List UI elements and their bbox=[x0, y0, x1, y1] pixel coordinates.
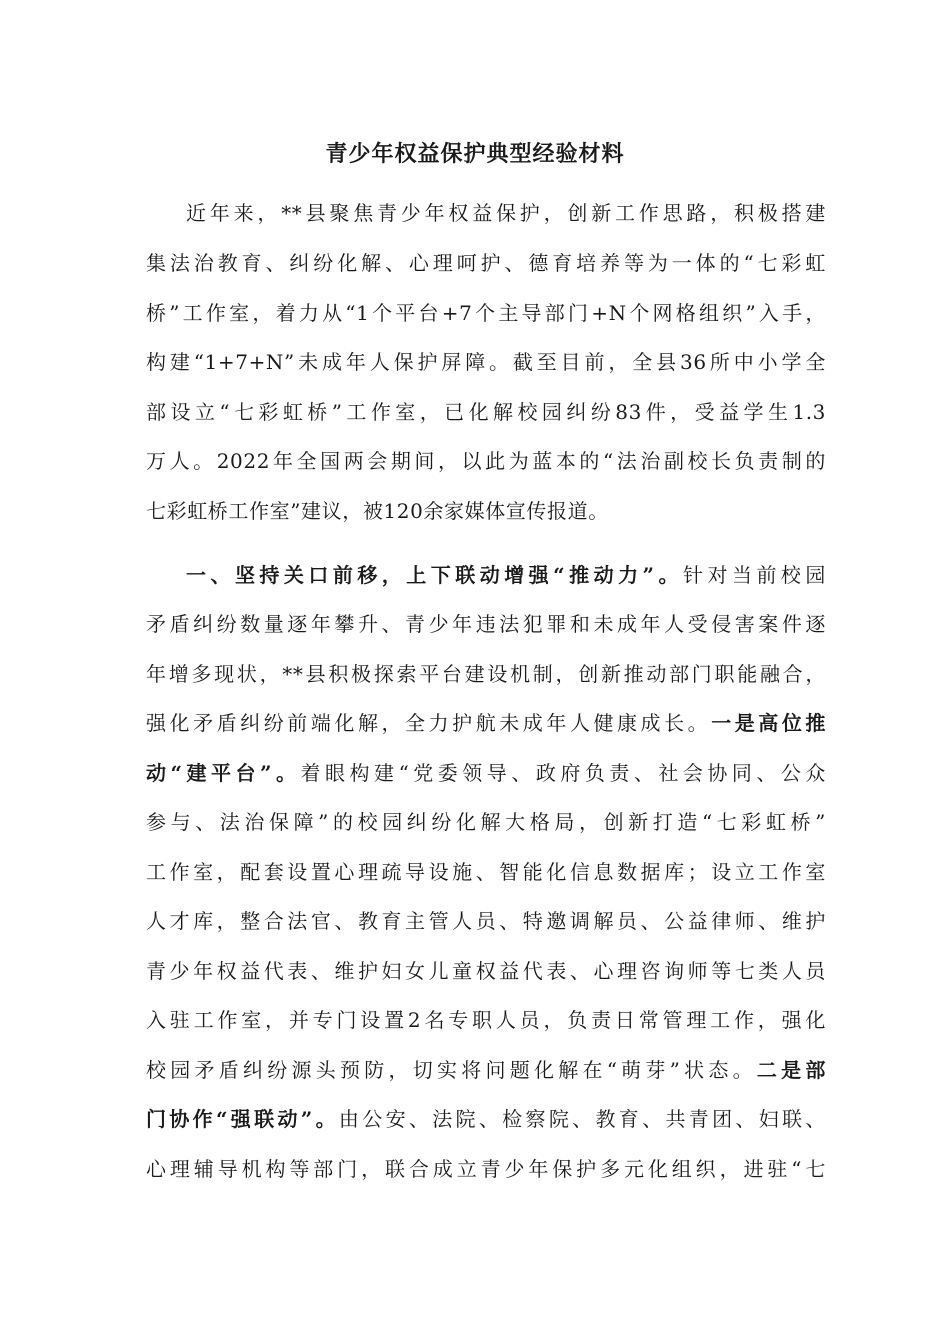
section1-line-text bbox=[146, 708, 826, 738]
section1-line-text: 心理辅导机构等部门，联合成立青少年保护多元化组织，进驻“七 bbox=[146, 1157, 826, 1181]
point2-heading: 二是部 bbox=[756, 1058, 826, 1082]
point1-heading: 动“建平台”。 bbox=[146, 761, 301, 785]
intro-line-text: 桥”工作室，着力从“1个平台+7个主导部门+N个网格组织”入手， bbox=[146, 301, 826, 325]
section1-line bbox=[146, 609, 826, 639]
intro-line bbox=[146, 347, 826, 377]
section1-line bbox=[146, 659, 826, 689]
intro-line-text: 万人。2022年全国两会期间，以此为蓝本的“法治副校长负责制的 bbox=[146, 449, 826, 473]
section1-line-text: 青少年权益代表、维护妇女儿童权益代表、心理咨询师等七类人员 bbox=[146, 959, 826, 983]
section1-line-text bbox=[146, 1104, 826, 1134]
section1-line-text: 矛盾纠纷数量逐年攀升、青少年违法犯罪和未成年人受侵害案件逐 bbox=[146, 612, 826, 636]
section1-line bbox=[146, 1154, 826, 1184]
intro-line-text: 集法治教育、纠纷化解、心理呵护、德育培养等为一体的“七彩虹 bbox=[146, 251, 826, 275]
intro-line bbox=[186, 198, 826, 228]
section1-line bbox=[146, 906, 826, 936]
intro-line bbox=[146, 496, 826, 526]
section1-line bbox=[146, 758, 826, 788]
section1-line bbox=[146, 708, 826, 738]
section1-line-text bbox=[186, 560, 826, 590]
intro-line-text: 七彩虹桥工作室”建议，被120余家媒体宣传报道。 bbox=[146, 499, 609, 523]
intro-line-text: 近年来，**县聚焦青少年权益保护，创新工作思路，积极搭建 bbox=[186, 201, 826, 225]
intro-line bbox=[146, 248, 826, 278]
section1-line bbox=[146, 1005, 826, 1035]
section1-text: 强化矛盾纠纷前端化解，全力护航未成年人健康成长。 bbox=[146, 711, 712, 735]
point1-heading: 一是高位推 bbox=[711, 711, 826, 735]
section1-line bbox=[146, 1104, 826, 1134]
section1-line-text bbox=[146, 1055, 826, 1085]
point2-heading: 门协作“强联动”。 bbox=[146, 1107, 339, 1131]
intro-line-text: 构建“1+7+N”未成年人保护屏障。截至目前，全县36所中小学全 bbox=[146, 350, 826, 374]
intro-line bbox=[146, 397, 826, 427]
section1-line bbox=[146, 1055, 826, 1085]
section1-line bbox=[146, 857, 826, 887]
section1-line-text bbox=[146, 758, 826, 788]
section1-text: 针对当前校园 bbox=[683, 563, 826, 587]
section1-text: 着眼构建“党委领导、政府负责、社会协同、公众 bbox=[300, 761, 826, 785]
section1-line bbox=[146, 956, 826, 986]
section1-line-text: 人才库，整合法官、教育主管人员、特邀调解员、公益律师、维护 bbox=[146, 909, 826, 933]
section1-line bbox=[186, 560, 826, 590]
section1-text: 校园矛盾纠纷源头预防，切实将问题化解在“萌芽”状态。 bbox=[146, 1058, 757, 1082]
intro-line bbox=[146, 298, 826, 328]
section1-line-text: 入驻工作室，并专门设置2名专职人员，负责日常管理工作，强化 bbox=[146, 1008, 826, 1032]
section1-text: 由公安、法院、检察院、教育、共青团、妇联、 bbox=[338, 1107, 826, 1131]
document-title: 青少年权益保护典型经验材料 bbox=[325, 141, 625, 167]
intro-line bbox=[146, 446, 826, 476]
section1-line-text: 年增多现状，**县积极探索平台建设机制，创新推动部门职能融合， bbox=[146, 662, 826, 686]
section1-line-text: 工作室，配套设置心理疏导设施、智能化信息数据库；设立工作室 bbox=[146, 860, 826, 884]
section1-heading: 一、坚持关口前移，上下联动增强“推动力”。 bbox=[186, 563, 684, 587]
intro-line-text: 部设立“七彩虹桥”工作室，已化解校园纠纷83件，受益学生1.3 bbox=[146, 400, 826, 424]
section1-line-text: 参与、法治保障”的校园纠纷化解大格局，创新打造“七彩虹桥” bbox=[146, 810, 826, 834]
section1-line bbox=[146, 807, 826, 837]
